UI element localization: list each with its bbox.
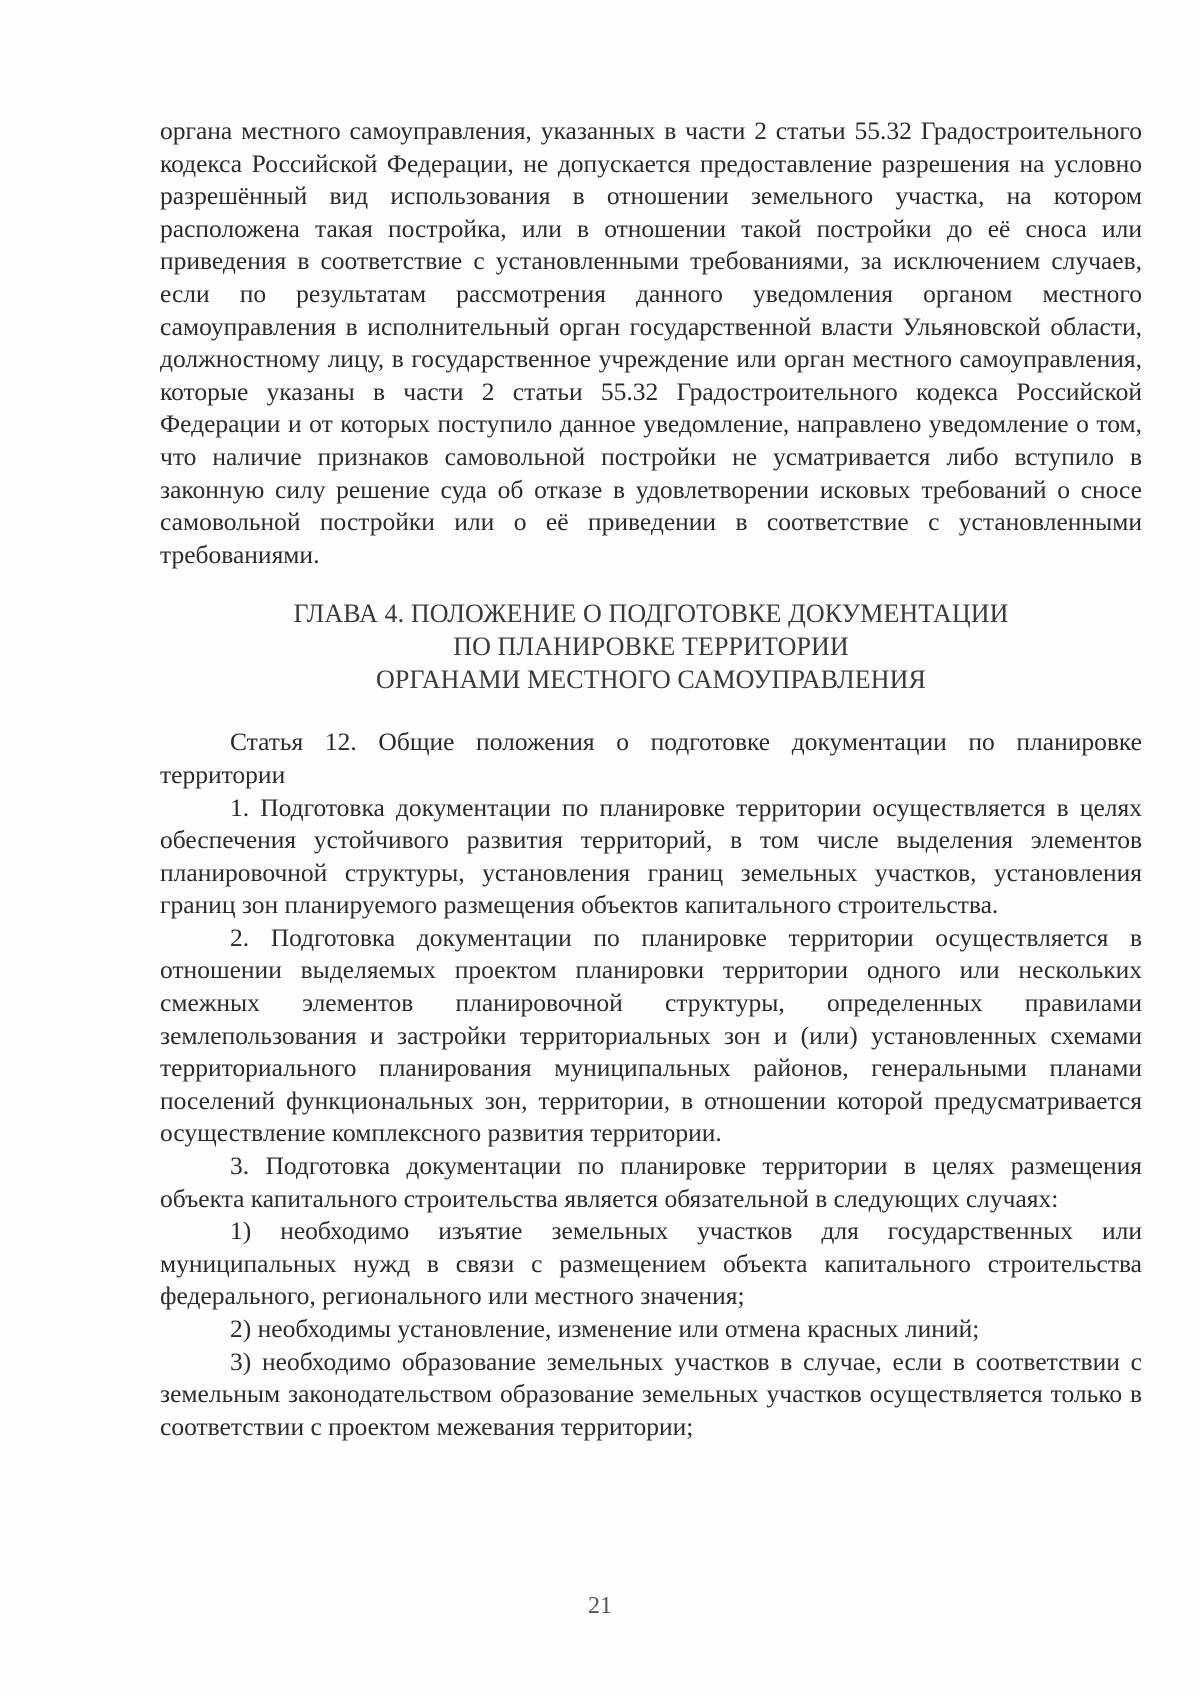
intro-paragraph: органа местного самоуправления, указанных в части 2 статьи 55.32 Градостроительного кодекса Российской Федерации, не допускается предоставление разрешения на условно разрешённый вид использования в отношении земельного участка, на котором расположена такая постройка, или в отношении такой постройки до её сноса или приведения в соответствие с установленными требованиями, за исключением случаев, если по результатам рассмотрения данного уведомления органом местного самоуправления в исполнительный орган государственной власти Ульяновской области, должностному лицу, в государственное учреждение или орган местного самоуправления, которые указаны в части 2 статьи 55.32 Градостроительного кодекса Российской Федерации и от которых поступило данное уведомление, направлено уведомление о том, что наличие признаков самовольной постройки не усматривается либо вступило в законную силу решение суда об отказе в удовлетворении исковых требований о сносе самовольной постройки или о её приведении в соответствие с установленными требованиями. xyxy=(160,116,1142,569)
chapter-title-line: ГЛАВА 4. ПОЛОЖЕНИЕ О ПОДГОТОВКЕ ДОКУМЕНТАЦИИ xyxy=(293,599,1009,629)
list-item-3: 3) необходимо образование земельных участков в случае, если в соответствии с земельным законодательством образование земельных участков осуществляется только в соответствии с проектом межевания территории; xyxy=(160,1346,1142,1441)
chapter-title-line: ПО ПЛАНИРОВКЕ ТЕРРИТОРИИ xyxy=(453,632,849,662)
list-item-2: 2) необходимы установление, изменение или отмена красных линий; xyxy=(230,1314,980,1343)
paragraph-3: 3. Подготовка документации по планировке территории в целях размещения объекта капитального строительства является обязательной в следующих случаях: xyxy=(160,1151,1142,1213)
article-title: Статья 12. Общие положения о подготовке документации по планировке территории xyxy=(160,727,1142,789)
page-number: 21 xyxy=(588,1593,612,1619)
document-body xyxy=(160,115,1142,1443)
chapter-title-line: ОРГАНАМИ МЕСТНОГО САМОУПРАВЛЕНИЯ xyxy=(376,665,926,695)
chapter-title xyxy=(160,597,1142,696)
list-item-1: 1) необходимо изъятие земельных участков для государственных или муниципальных нужд в связи с размещением объекта капитального строительства федерального, регионального или местного значения; xyxy=(160,1216,1142,1311)
paragraph-2: 2. Подготовка документации по планировке территории осуществляется в отношении выделяемых проектом планировки территории одного или нескольких смежных элементов планировочной структуры, определенных правилами землепользования и застройки территориальных зон и (или) установленных схемами территориального планирования муниципальных районов, генеральными планами поселений функциональных зон, территории, в отношении которой предусматривается осуществление комплексного развития территории. xyxy=(160,922,1142,1148)
paragraph-1: 1. Подготовка документации по планировке территории осуществляется в целях обеспечения устойчивого развития территорий, в том числе выделения элементов планировочной структуры, установления границ земельных участков, установления границ зон планируемого размещения объектов капитального строительства. xyxy=(160,792,1142,920)
